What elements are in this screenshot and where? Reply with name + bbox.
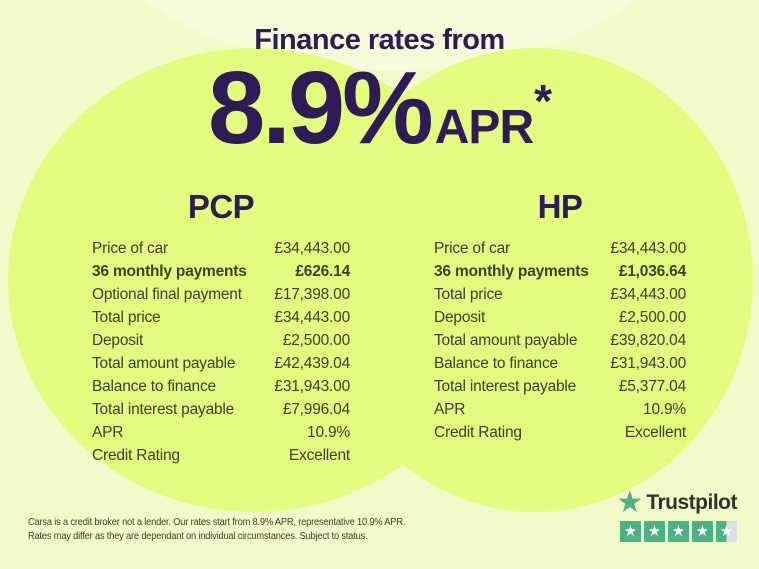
row-value: £42,439.04: [274, 355, 350, 372]
rate-value: 8.9%: [207, 50, 431, 165]
table-row: [434, 240, 686, 263]
row-label: Total interest payable: [434, 378, 577, 395]
table-row: [92, 424, 350, 447]
hp-rows: [434, 240, 686, 447]
row-value: 10.9%: [307, 424, 350, 441]
row-value: £1,036.64: [618, 263, 686, 280]
full-star-icon: ★: [692, 521, 713, 542]
table-row: [434, 378, 686, 401]
row-value: Excellent: [288, 447, 350, 464]
row-label: Total amount payable: [92, 355, 236, 372]
row-value: £31,943.00: [610, 355, 686, 372]
headline-rate: [0, 50, 759, 165]
row-label: APR: [434, 401, 466, 418]
table-row: [434, 401, 686, 424]
row-value: £626.14: [295, 263, 350, 280]
pcp-title: PCP: [187, 188, 255, 225]
table-row: [434, 332, 686, 355]
row-label: Credit Rating: [434, 424, 522, 441]
table-row: [92, 401, 350, 424]
half-star-icon: ★: [716, 521, 737, 542]
row-label: Balance to finance: [92, 378, 216, 395]
row-value: £17,398.00: [274, 286, 350, 303]
legal-disclaimer: [28, 516, 419, 543]
table-row: [92, 309, 350, 332]
row-label: APR: [92, 424, 124, 441]
row-label: Balance to finance: [434, 355, 558, 372]
table-row: [92, 447, 350, 470]
rate-asterisk: *: [534, 75, 553, 127]
table-row: [434, 286, 686, 309]
table-row: [434, 309, 686, 332]
table-row: [434, 355, 686, 378]
row-label: Total price: [434, 286, 503, 303]
table-row: [92, 263, 350, 286]
row-label: 36 monthly payments: [434, 263, 589, 280]
row-value: Excellent: [624, 424, 686, 441]
row-value: 10.9%: [643, 401, 686, 418]
table-row: [92, 355, 350, 378]
trustpilot-logo: [616, 486, 737, 519]
row-value: £39,820.04: [610, 332, 686, 349]
table-row: [434, 424, 686, 447]
pcp-finance-table: [92, 188, 350, 470]
row-label: Optional final payment: [92, 286, 242, 303]
row-value: £34,443.00: [610, 286, 686, 303]
row-label: Credit Rating: [92, 447, 180, 464]
full-star-icon: ★: [620, 521, 641, 542]
table-row: [92, 286, 350, 309]
table-row: [92, 378, 350, 401]
table-row: [92, 332, 350, 355]
row-value: £7,996.04: [282, 401, 350, 418]
trustpilot-widget: [616, 486, 737, 542]
trustpilot-star-icon: ★: [616, 486, 644, 519]
row-value: £5,377.04: [618, 378, 686, 395]
row-label: Price of car: [434, 240, 510, 257]
page-title: Finance rates from: [254, 24, 505, 56]
row-label: 36 monthly payments: [92, 263, 247, 280]
disclaimer-line: Rates may differ as they are dependant on individual circumstances. Subject to status.: [28, 530, 368, 542]
table-row: [92, 240, 350, 263]
table-row: [434, 263, 686, 286]
full-star-icon: ★: [644, 521, 665, 542]
pcp-rows: [92, 240, 350, 470]
row-label: Total interest payable: [92, 401, 235, 418]
full-star-icon: ★: [668, 521, 689, 542]
row-value: £34,443.00: [274, 309, 350, 326]
row-label: Deposit: [92, 332, 144, 349]
row-label: Deposit: [434, 309, 486, 326]
row-label: Price of car: [92, 240, 168, 257]
row-label: Total price: [92, 309, 161, 326]
row-label: Total amount payable: [434, 332, 578, 349]
row-value: £34,443.00: [274, 240, 350, 257]
row-value: £31,943.00: [274, 378, 350, 395]
trustpilot-star-rating: [616, 521, 737, 542]
disclaimer-line: Carsa is a credit broker not a lender. Our rates start from 8.9% APR, representative 10.9% APR.: [28, 517, 406, 528]
hp-title: HP: [537, 188, 583, 225]
row-value: £2,500.00: [282, 332, 350, 349]
rate-suffix: APR: [434, 101, 534, 154]
trustpilot-wordmark: Trustpilot: [646, 491, 737, 514]
row-value: £34,443.00: [610, 240, 686, 257]
row-value: £2,500.00: [618, 309, 686, 326]
hp-finance-table: [434, 188, 686, 447]
